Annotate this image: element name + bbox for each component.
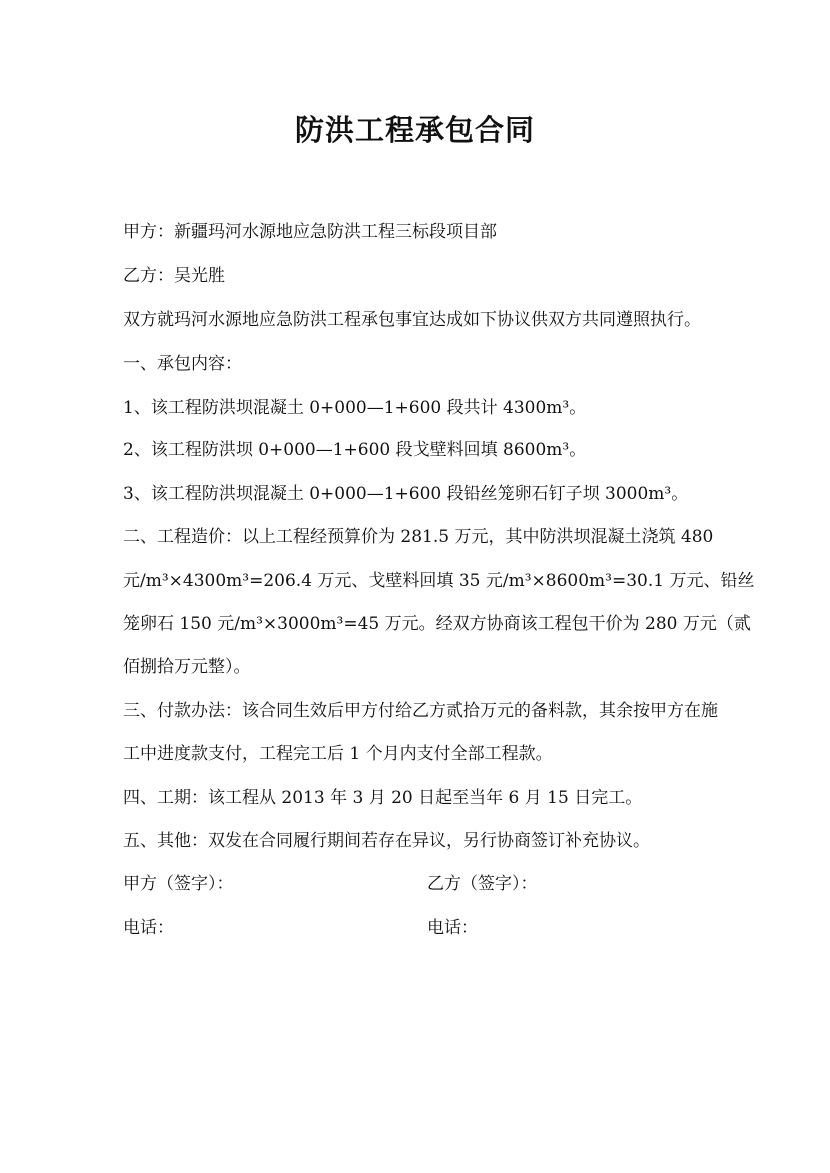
section-5-line: 五、其他：双发在合同履行期间若存在异议，另行协商签订补充协议。 — [123, 831, 650, 851]
section-2-line-3: 笼卵石 150 元/m³×3000m³=45 万元。经双方协商该工程包干价为 280 万元（贰 — [123, 614, 751, 634]
party-a-phone-label: 电话： — [123, 918, 174, 938]
item-3-line: 3、该工程防洪坝混凝土 0+000—1+600 段铅丝笼卵石钉子坝 3000m³。 — [123, 484, 689, 504]
party-b-signature-label: 乙方（签字）： — [427, 874, 538, 894]
party-b-phone-label: 电话： — [427, 918, 478, 938]
section-2-line-1: 二、工程造价：以上工程经预算价为 281.5 万元，其中防洪坝混凝土浇筑 480 — [123, 527, 714, 547]
section-1-heading: 一、承包内容： — [123, 354, 242, 374]
section-4-line: 四、工期：该工程从 2013 年 3 月 20 日起至当年 6 月 15 日完工。 — [123, 788, 643, 808]
party-a-signature-label: 甲方（签字）： — [123, 874, 234, 894]
item-2-line: 2、该工程防洪坝 0+000—1+600 段戈壁料回填 8600m³。 — [123, 440, 587, 460]
section-2-line-4: 佰捌拾万元整）。 — [123, 657, 251, 677]
document-title: 防洪工程承包合同 — [294, 113, 535, 147]
section-2-line-2: 元/m³×4300m³=206.4 万元、戈壁料回填 35 元/m³×8600m³=30.1 万元、铅丝 — [123, 571, 755, 591]
section-3-line-2: 工中进度款支付，工程完工后 1 个月内支付全部工程款。 — [123, 744, 553, 764]
party-b-line: 乙方：吴光胜 — [123, 266, 225, 286]
party-a-line: 甲方：新疆玛河水源地应急防洪工程三标段项目部 — [123, 222, 497, 242]
item-1-line: 1、该工程防洪坝混凝土 0+000—1+600 段共计 4300m³。 — [123, 398, 587, 418]
section-3-line-1: 三、付款办法：该合同生效后甲方付给乙方贰拾万元的备料款，其余按甲方在施 — [123, 701, 718, 721]
preamble-line: 双方就玛河水源地应急防洪工程承包事宜达成如下协议供双方共同遵照执行。 — [123, 310, 701, 330]
